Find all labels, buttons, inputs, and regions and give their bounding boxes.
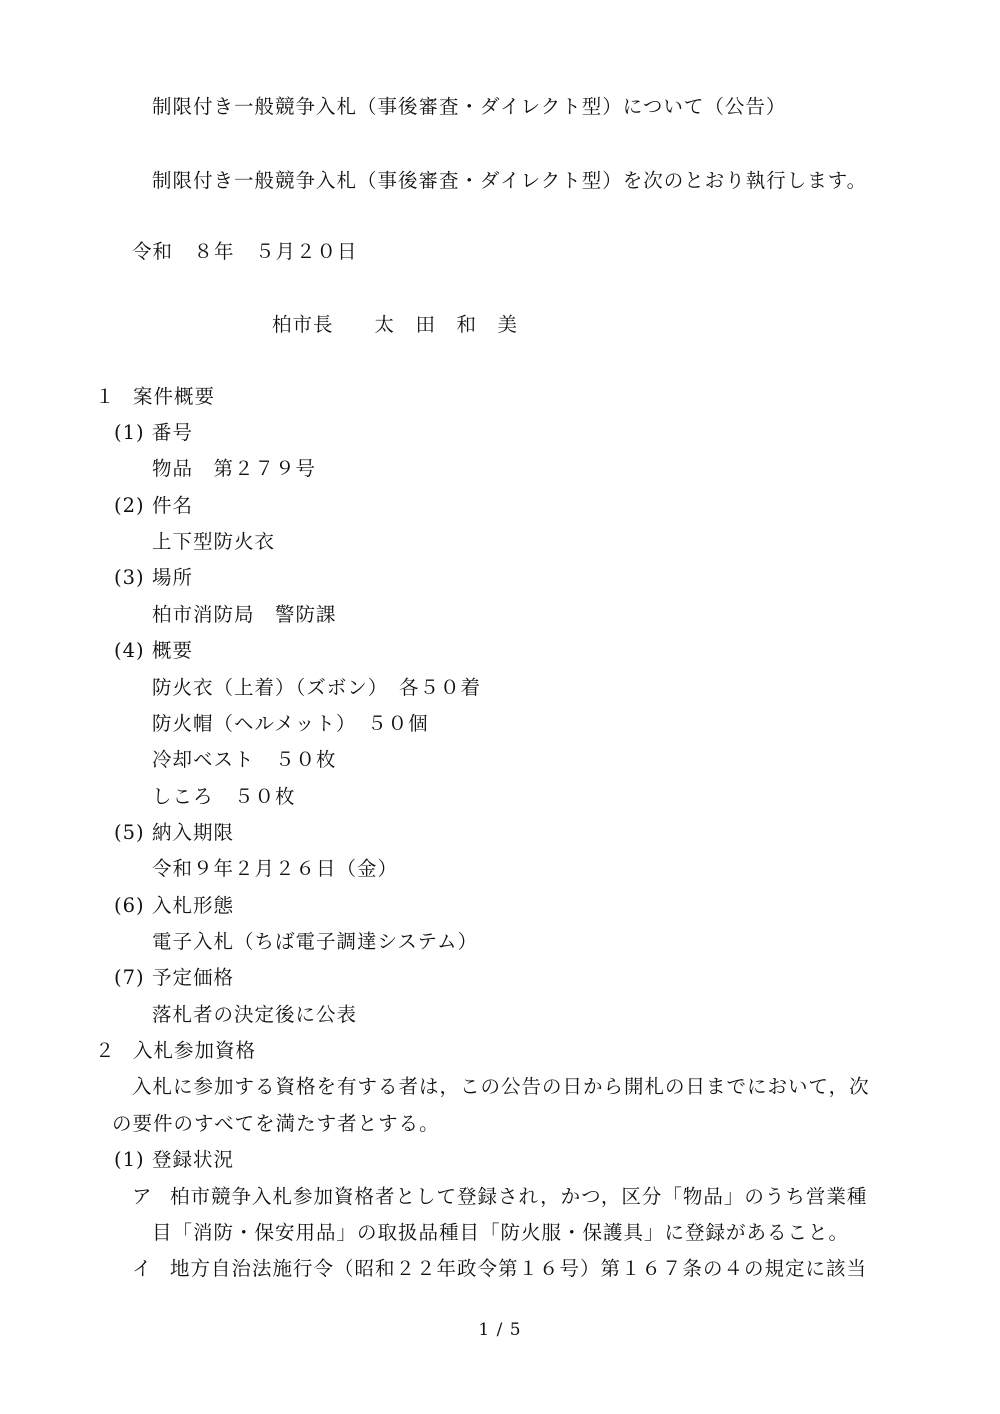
item-title: 納入期限 xyxy=(152,821,235,844)
item-5-heading xyxy=(114,821,234,845)
clause-marker: イ xyxy=(132,1257,153,1280)
item-3-heading xyxy=(114,566,193,590)
clause-text: 地方自治法施行令（昭和２２年政令第１６号）第１６７条の４の規定に該当 xyxy=(170,1257,868,1280)
item-title: 予定価格 xyxy=(152,966,235,989)
item-4-line-3: 冷却ベスト ５０枚 xyxy=(152,748,337,771)
section-title: 入札参加資格 xyxy=(133,1039,257,1062)
section-number: １ xyxy=(95,385,116,408)
item-label: (3) xyxy=(114,566,145,589)
item-title: 入札形態 xyxy=(152,894,235,917)
item-6-value: 電子入札（ちば電子調達システム） xyxy=(152,930,479,953)
item-label: (1) xyxy=(114,1148,145,1171)
clause-i-line-1 xyxy=(132,1257,867,1281)
item-title: 番号 xyxy=(152,421,194,444)
sub-1-heading xyxy=(114,1148,234,1172)
item-5-value: 令和９年２月２６日（金） xyxy=(152,857,399,880)
section-2-heading xyxy=(95,1039,256,1063)
item-label: (2) xyxy=(114,494,145,517)
clause-a-line-1 xyxy=(132,1185,867,1209)
item-label: (4) xyxy=(114,639,145,662)
item-4-line-2: 防火帽（ヘルメット） ５０個 xyxy=(152,712,429,735)
section-number: ２ xyxy=(95,1039,116,1062)
item-7-heading xyxy=(114,966,234,990)
section-1-heading xyxy=(95,385,215,409)
item-label: (6) xyxy=(114,894,145,917)
item-title: 登録状況 xyxy=(152,1148,235,1171)
notice-date: 令和 ８年 ５月２０日 xyxy=(132,240,358,263)
item-label: (1) xyxy=(114,421,145,444)
item-4-line-1: 防火衣（上着）（ズボン） 各５０着 xyxy=(152,676,482,699)
item-3-value: 柏市消防局 警防課 xyxy=(152,603,337,626)
clause-a-line-2: 目「消防・保安用品」の取扱品種目「防火服・保護具」に登録があること。 xyxy=(152,1221,850,1244)
intro-text: 制限付き一般競争入札（事後審査・ダイレクト型）を次のとおり執行します。 xyxy=(152,169,868,192)
item-title: 件名 xyxy=(152,494,194,517)
notice-title: 制限付き一般競争入札（事後審査・ダイレクト型）について（公告） xyxy=(152,95,787,118)
item-1-value: 物品 第２７９号 xyxy=(152,457,317,480)
item-6-heading xyxy=(114,894,234,918)
item-4-heading xyxy=(114,639,193,663)
clause-marker: ア xyxy=(132,1185,153,1208)
item-label: (7) xyxy=(114,966,145,989)
section-2-paragraph-line-1: 入札に参加する資格を有する者は，この公告の日から開札の日までにおいて，次 xyxy=(132,1075,870,1098)
item-4-line-4: しころ ５０枚 xyxy=(152,785,296,808)
item-2-heading xyxy=(114,494,193,518)
page-number: 1 / 5 xyxy=(478,1320,522,1340)
item-title: 概要 xyxy=(152,639,194,662)
issuer-name: 柏市長 太 田 和 美 xyxy=(272,313,519,336)
item-2-value: 上下型防火衣 xyxy=(152,530,276,553)
section-2-paragraph-line-2: の要件のすべてを満たす者とする。 xyxy=(112,1112,440,1135)
item-1-heading xyxy=(114,421,193,445)
clause-text: 柏市競争入札参加資格者として登録され，かつ，区分「物品」のうち営業種 xyxy=(170,1185,868,1208)
item-label: (5) xyxy=(114,821,145,844)
section-title: 案件概要 xyxy=(133,385,216,408)
item-7-value: 落札者の決定後に公表 xyxy=(152,1003,358,1026)
item-title: 場所 xyxy=(152,566,194,589)
